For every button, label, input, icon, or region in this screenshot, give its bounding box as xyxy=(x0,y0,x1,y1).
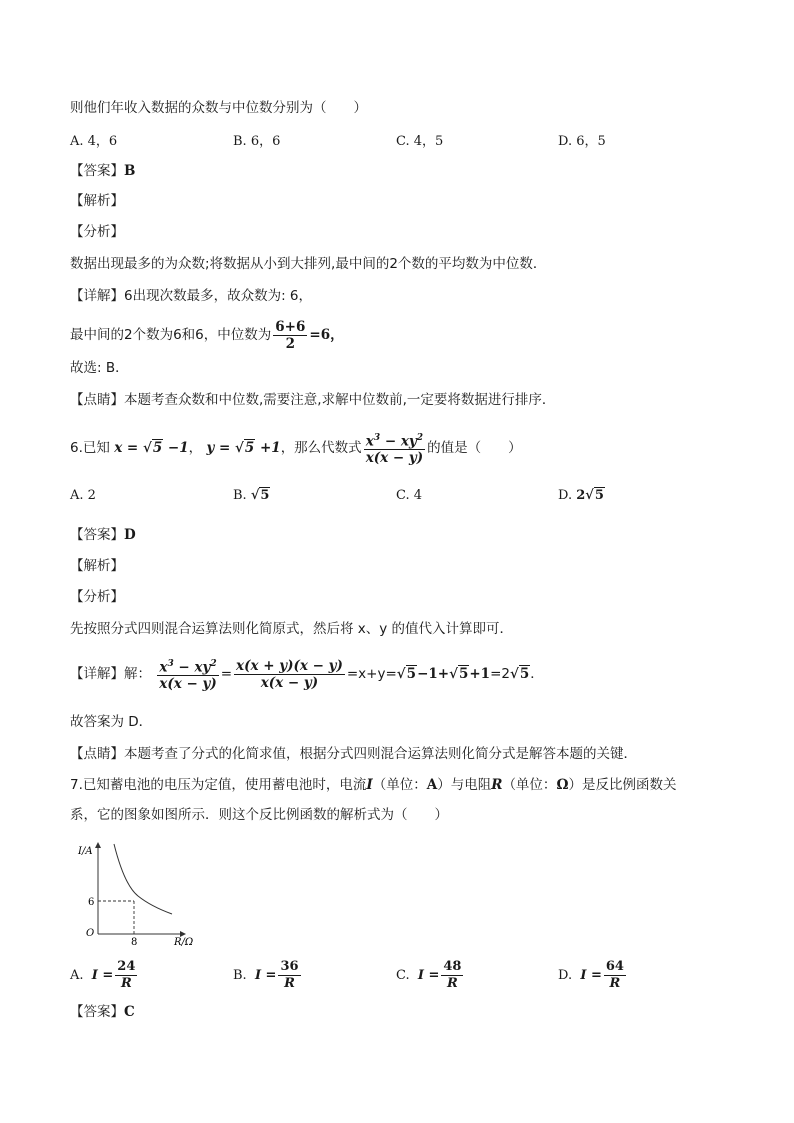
q5-option-c: C. 4，5 xyxy=(396,134,444,149)
inverse-proportion-graph xyxy=(76,838,206,948)
fraction-denominator: R xyxy=(120,976,132,991)
sqrt-5: √5 xyxy=(585,488,604,503)
origin-label: O xyxy=(86,928,95,939)
q7-stem-b: （单位： xyxy=(372,777,427,793)
q6-dianjing xyxy=(70,744,637,764)
fraction-denominator: x(x − y) xyxy=(159,676,217,693)
fraction-numerator: 64 xyxy=(605,959,624,974)
option-label: C. xyxy=(396,968,410,983)
answer-tag: 【答案】 xyxy=(70,527,124,543)
q7-stem-c: ）与电阻 xyxy=(437,777,492,793)
q6-fenxi-text: 先按照分式四则混合运算法则化简原式，然后将 x、y 的值代入计算即可． xyxy=(70,621,514,637)
dianjing-text: 本题考查了分式的化简求值，根据分式四则混合运算法则化简分式是解答本题的关键． xyxy=(124,746,637,762)
x-expression xyxy=(114,440,188,456)
algebraic-fraction xyxy=(364,430,425,467)
xiangjie-end: =2 xyxy=(490,666,510,682)
xiangjie-mid: =x+y= xyxy=(346,666,397,682)
xiangjie-final: ． xyxy=(530,666,544,682)
q7-stem-d: （单位： xyxy=(502,777,557,793)
radicand: 5 xyxy=(152,440,163,456)
y-expr-label: y = xyxy=(206,440,235,456)
q6-stem: 6.已知 x = √5 −1， y = √5 +1，那么代数式 $\frac{x^3 - xy^2}{x(x - y)}$ 的值是（ ） xyxy=(70,428,522,468)
q6-option-d xyxy=(558,488,605,503)
answer-tag: 【答案】 xyxy=(70,163,124,179)
option-label: D. xyxy=(558,968,573,983)
xiangjie-text-post: =6， xyxy=(309,327,344,343)
q7-answer-line xyxy=(70,1002,135,1022)
radicand: 5 xyxy=(594,488,604,503)
x-expr-tail: −1 xyxy=(163,440,189,456)
q6-fenxi-tag: 【分析】 xyxy=(70,589,124,605)
q5-option-b: B. 6，6 xyxy=(233,134,281,149)
factored-fraction xyxy=(234,658,345,691)
sum-expression: √5−1+√5+1 xyxy=(396,666,491,682)
option-fraction xyxy=(441,959,463,992)
fraction-denominator: 2 xyxy=(285,335,296,352)
y-axis-label: I/A xyxy=(78,846,93,857)
coefficient: 2 xyxy=(576,488,586,503)
q5-option-a: A. 4，6 xyxy=(70,134,118,149)
q6-stem-mid: ，那么代数式 xyxy=(280,440,362,456)
question-number: 6. xyxy=(70,440,83,456)
q5-fenxi-text: 数据出现最多的为众数;将数据从小到大排列,最中间的2个数的平均数为中位数． xyxy=(70,256,547,272)
option-fraction xyxy=(115,959,137,992)
fraction-denominator: x(x − y) xyxy=(365,450,424,467)
q5-jiexi-tag: 【解析】 xyxy=(70,193,124,209)
q7-stem-a: 已知蓄电池的电压为定值，使用蓄电池时，电流 xyxy=(82,777,367,793)
q5-xiangjie-line1 xyxy=(70,286,312,306)
q7-option-c: C. I = $\frac{48}{R}$ xyxy=(396,959,462,991)
median-fraction xyxy=(273,319,307,352)
hyperbola-curve xyxy=(114,844,172,914)
q6-xiangjie: 【详解】解： $\frac{x^3 - xy^2}{x(x - y)}$ = $\frac{x(x + y)(x - y)}{x(x - y)}$ =x+y=√5−1+√5+1=2√5． xyxy=(70,657,544,693)
fraction-denominator: R xyxy=(609,976,621,991)
q7-option-a: A. I = $\frac{24}{R}$ xyxy=(70,959,136,991)
q7-option-d: D. I = $\frac{64}{R}$ xyxy=(558,959,624,991)
fraction-denominator: x(x − y) xyxy=(260,674,319,691)
y-axis-arrow xyxy=(95,842,101,848)
fraction-denominator: R xyxy=(284,976,295,991)
sqrt-5: √5 xyxy=(250,488,270,503)
q6-jiexi-tag: 【解析】 xyxy=(70,558,124,574)
fraction-numerator: $x^3 - xy^2$ xyxy=(364,430,425,451)
q6-conclusion: 故答案为 D． xyxy=(70,714,153,730)
option-label: B. xyxy=(233,488,247,503)
option-label: D. xyxy=(558,488,573,503)
x-tick-label: 8 xyxy=(131,937,138,948)
y-expr-tail: +1 xyxy=(255,440,281,456)
dianjing-tag: 【点睛】 xyxy=(70,392,124,408)
q5-dianjing xyxy=(70,390,555,410)
fraction-numerator: x(x + y)(x − y) xyxy=(236,657,343,674)
q7-stem-e: ）是反比例函数关 xyxy=(568,777,677,793)
q6-option-c: C. 4 xyxy=(396,488,423,503)
q6-option-b xyxy=(233,488,270,503)
y-tick-label: 6 xyxy=(88,897,95,908)
q5-xiangjie-line2 xyxy=(70,316,344,354)
q6-stem-post: 的值是（ ） xyxy=(427,440,522,456)
fraction-numerator: 36 xyxy=(280,959,299,974)
xiangjie-text-pre: 最中间的2个数为6和6，中位数为 xyxy=(70,327,272,343)
xiangjie-text: 6出现次数最多，故众数为: 6， xyxy=(124,288,313,304)
q7-stem-line1 xyxy=(70,775,676,795)
fraction-numerator: $x^3 - xy^2$ xyxy=(157,656,218,677)
q6-stem-pre: 已知 xyxy=(82,440,110,456)
option-label: A. xyxy=(70,968,84,983)
option-fraction xyxy=(604,959,626,992)
sqrt-5: √5 xyxy=(509,666,530,682)
y-expression xyxy=(206,440,280,456)
dianjing-tag: 【点睛】 xyxy=(70,746,124,762)
sqrt-5: √5 xyxy=(142,440,163,456)
fraction-denominator: R xyxy=(447,976,458,991)
q6-answer-line xyxy=(70,525,136,545)
radicand: 5 xyxy=(244,440,255,456)
q7-option-b: B. I = $\frac{36}{R}$ xyxy=(233,959,299,991)
q5-conclusion: 故选: B． xyxy=(70,360,129,376)
question-number: 7. xyxy=(70,777,83,793)
fraction-numerator: 24 xyxy=(117,959,136,974)
q5-option-d: D. 6，5 xyxy=(558,134,606,149)
q5-stem: 则他们年收入数据的众数与中位数分别为（ ） xyxy=(70,100,367,116)
fraction-numerator: 48 xyxy=(443,959,462,974)
dianjing-text: 本题考查众数和中位数,需要注意,求解中位数前,一定要将数据进行排序． xyxy=(124,392,556,408)
answer-value: B xyxy=(124,163,136,179)
sqrt-5: √5 xyxy=(235,440,255,456)
x-axis-label: R/Ω xyxy=(174,937,194,948)
var-I: I xyxy=(366,777,373,793)
q5-fenxi-tag: 【分析】 xyxy=(70,224,124,240)
q5-answer-line xyxy=(70,161,135,181)
q6-option-a: A. 2 xyxy=(70,488,96,503)
answer-value: C xyxy=(124,1004,135,1020)
answer-value: D xyxy=(124,527,136,543)
answer-tag: 【答案】 xyxy=(70,1004,124,1020)
option-fraction xyxy=(278,959,300,992)
radicand: 5 xyxy=(260,488,270,503)
var-R: R xyxy=(491,777,503,793)
x-expr-label: x = xyxy=(114,440,143,456)
option-label: B. xyxy=(233,968,247,983)
unit-ampere: A xyxy=(426,777,438,793)
original-fraction xyxy=(157,656,218,693)
q7-stem-line2: 系，它的图象如图所示．则这个反比例函数的解析式为（ ） xyxy=(70,807,448,823)
xiangjie-tag: 【详解】 xyxy=(70,288,124,304)
fraction-numerator: 6+6 xyxy=(275,318,306,335)
unit-ohm: Ω xyxy=(556,777,569,793)
xiangjie-tag: 【详解】 xyxy=(70,666,124,682)
xiangjie-pre: 解： xyxy=(124,666,151,682)
